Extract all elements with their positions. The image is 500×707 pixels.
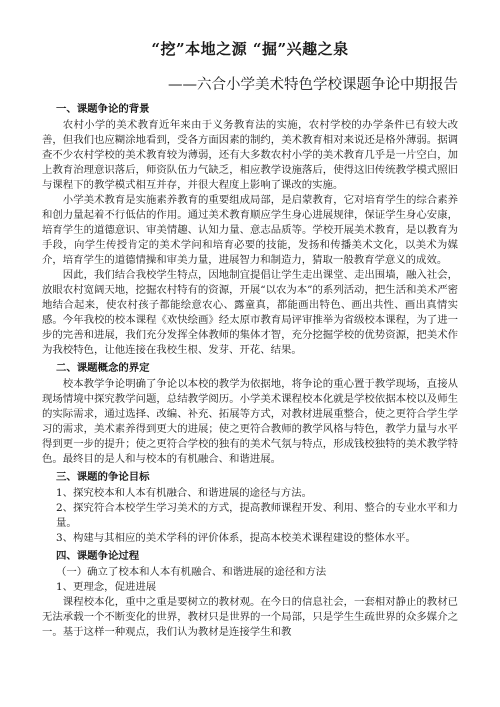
subsection-heading: （一）确立了校本和人本有机融合、和谐进展的途径和方法 xyxy=(56,566,327,578)
paragraph: 农村小学的美术教育近年来由于义务教育法的实施，农村学校的办学条件已有较大改善，但我们也应糊涂地看到，受各方面因素的制约，美术教育相对来说还是格外薄弱。据调查不少农村学校的美术教育较为薄弱，还有大多数农村小学的美术教育几乎是一片空白，加上教育治理意识落后，师资队伍力气缺乏，相应教学设施落后，使得这旧传统教学模式照旧与课程下的教学模式相互并存，并很大程度上影响了课改的实施。 xyxy=(42,119,458,191)
section-heading: 一、课题争论的背景 xyxy=(56,103,150,115)
document-body xyxy=(42,102,458,640)
paragraph: 校本教学争论明确了争论以本校的教学为依据地，将争论的重心置于教学现场，直接从现场情境中探究教学问题，总结教学阅历。小学美术课程校本化就是学校依据本校以及师生的实际需求，通过选择、改编、补充、拓展等方式，对教材进展重整合，使之更符合学生学习的需求，美术素养得到更大的进展；使之更符合教师的教学风格与特色，教学力量与水平得到更一步的提升；使之更符合学校的独有的美术气氛与特点，形成钱校独特的美术教学特色。最终目的是人和与校本的有机融合、和谐进展。 xyxy=(42,378,458,465)
section-heading: 四、课题争论过程 xyxy=(56,550,140,562)
list-item: 2、探究符合本校学生学习美术的方式，提高教师课程开发、利用、整合的专业水平和力量。 xyxy=(56,502,458,529)
paragraph: 课程校本化，重中之重是要树立的教材观。在今日的信息社会，一套相对静止的教材已无法承载一个不断变化的世界，教材只是世界的一个局部，只是学生生疏世界的众多媒介之一。基于这样一种观点，我们认为教材是连接学生和教 xyxy=(42,596,458,638)
paragraph: 因此，我们结合我校学生特点，因地制宜提倡让学生走出课堂、走出围墙，融入社会，放眼农村宽阔天地，挖掘农村特有的资源，开展“以农为本”的系列活动，把生活和美术严密地结合起来，使农村孩子都能绘意农心、露童真，都能画出特色、画出共性、画出真情实感。今年我校的校本课程《欢快绘画》经太原市教育局评审推举为省级校本课程，为了进一步的完善和进展，我们充分发挥全体教师的集体才智，充分挖掘学校的优势资源，把美术作为我校特色，让他连接在我校生根、发芽、开花、结果。 xyxy=(42,269,458,356)
list-item: 1、探究校本和人本有机融合、和谐进展的途径与方法。 xyxy=(56,487,312,499)
list-item: 3、构建与其相应的美术学科的评价体系，提高本校美术课程建设的整体水平。 xyxy=(56,532,416,544)
subsection-item: 1、更理念，促进进展 xyxy=(56,581,157,593)
document-title: “挖”本地之源 “掘”兴趣之泉 xyxy=(151,40,349,58)
section-heading: 三、课题的争论目标 xyxy=(56,471,150,483)
section-heading: 二、课题概念的界定 xyxy=(56,362,150,374)
document-subtitle: ——六合小学美术特色学校课题争论中期报告 xyxy=(168,77,458,93)
paragraph: 小学美术教育是实施素养教育的重要组成局部，是启蒙教育，它对培育学生的综合素养和创力量起着不行低估的作用。通过美术教育顺应学生身心进展规律，保证学生身心安康，培育学生的道德意识、审美情趣、认知力量、意志品质等。学校开展美术教育，是以教育为手段，向学生传授肯定的美术学问和培育必要的技能，发扬和传播美术文化，以美术为媒介，培育学生的道德情操和审美力量，进展智力和制造力，猜取一般教育学意义的成效。 xyxy=(42,194,458,266)
